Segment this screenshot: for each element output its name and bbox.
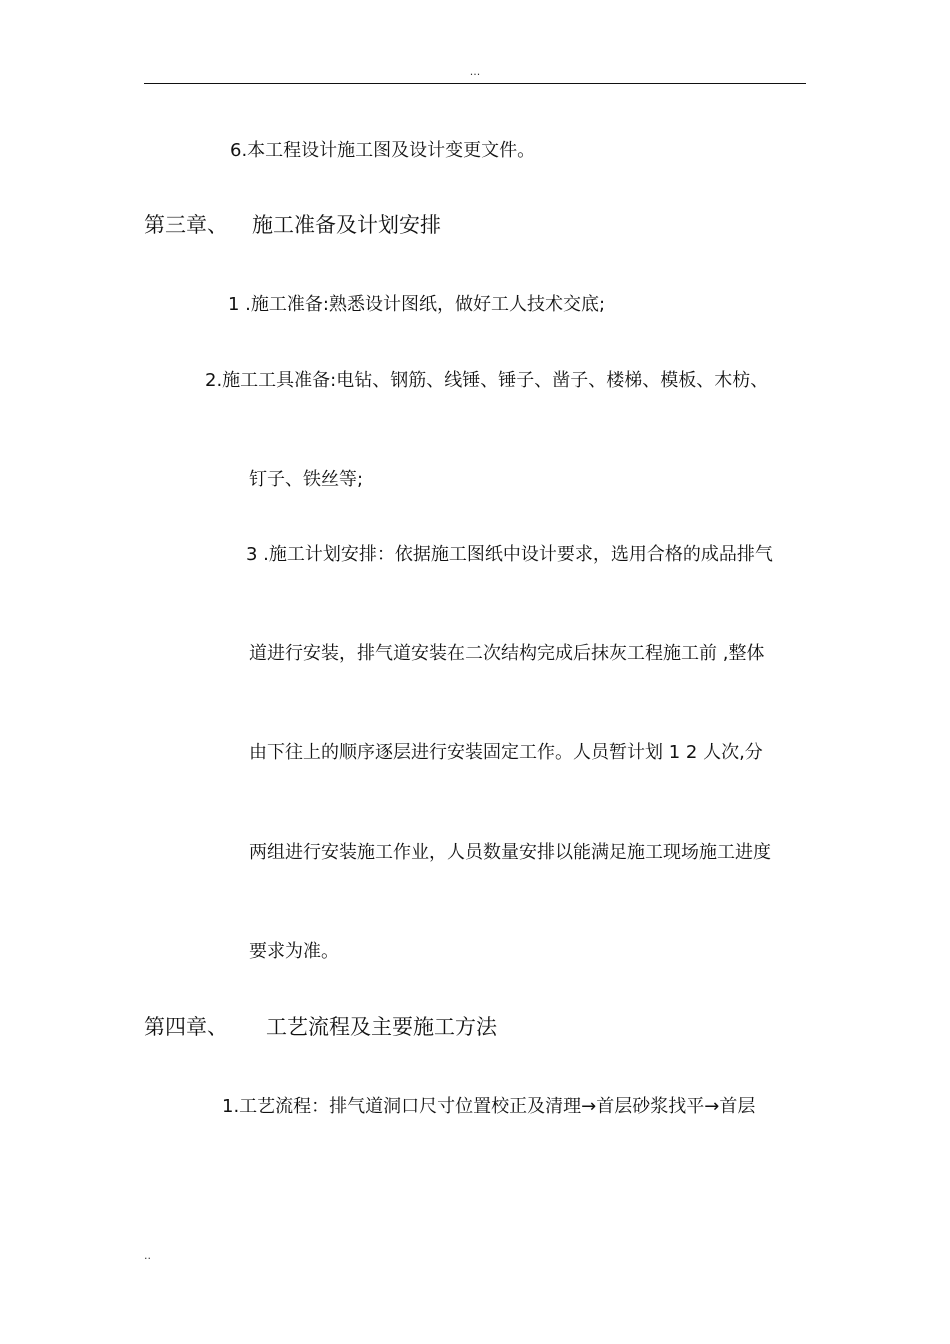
- chapter-3-item-1: 1 .施工准备:熟悉设计图纸，做好工人技术交底;: [228, 294, 606, 315]
- chapter-4-heading: [144, 1013, 497, 1041]
- chapter-3-item-3-line-2: 道进行安装，排气道安装在二次结构完成后抹灰工程施工前 ,整体: [249, 643, 765, 664]
- chapter-3-item-2-line-1: 2.施工工具准备:电钻、钢筋、线锤、锤子、凿子、楼梯、模板、木枋、: [205, 370, 769, 391]
- chapter-3-number: 第三章、: [144, 213, 228, 237]
- chapter-3-item-2-line-2: 钉子、铁丝等;: [249, 469, 364, 490]
- chapter-3-heading: [144, 211, 441, 239]
- chapter-4-number: 第四章、: [144, 1015, 228, 1039]
- header-rule: [144, 83, 806, 84]
- header-mark: ...: [469, 65, 481, 78]
- chapter-3-item-3-line-5: 要求为准。: [249, 941, 339, 962]
- chapter-4-title: 工艺流程及主要施工方法: [266, 1015, 497, 1039]
- footer-mark: ..: [144, 1249, 151, 1262]
- chapter-3-title: 施工准备及计划安排: [252, 213, 441, 237]
- chapter-3-item-3-line-4: 两组进行安装施工作业，人员数量安排以能满足施工现场施工进度: [249, 842, 771, 863]
- chapter-3-item-3-line-3: 由下往上的顺序逐层进行安装固定工作。人员暂计划 1 2 人次,分: [249, 742, 763, 763]
- item-6: 6.本工程设计施工图及设计变更文件。: [230, 140, 536, 161]
- chapter-4-item-1-line-1: 1.工艺流程：排气道洞口尺寸位置校正及清理→首层砂浆找平→首层: [222, 1096, 756, 1117]
- chapter-3-item-3-line-1: 3 .施工计划安排：依据施工图纸中设计要求，选用合格的成品排气: [246, 544, 773, 565]
